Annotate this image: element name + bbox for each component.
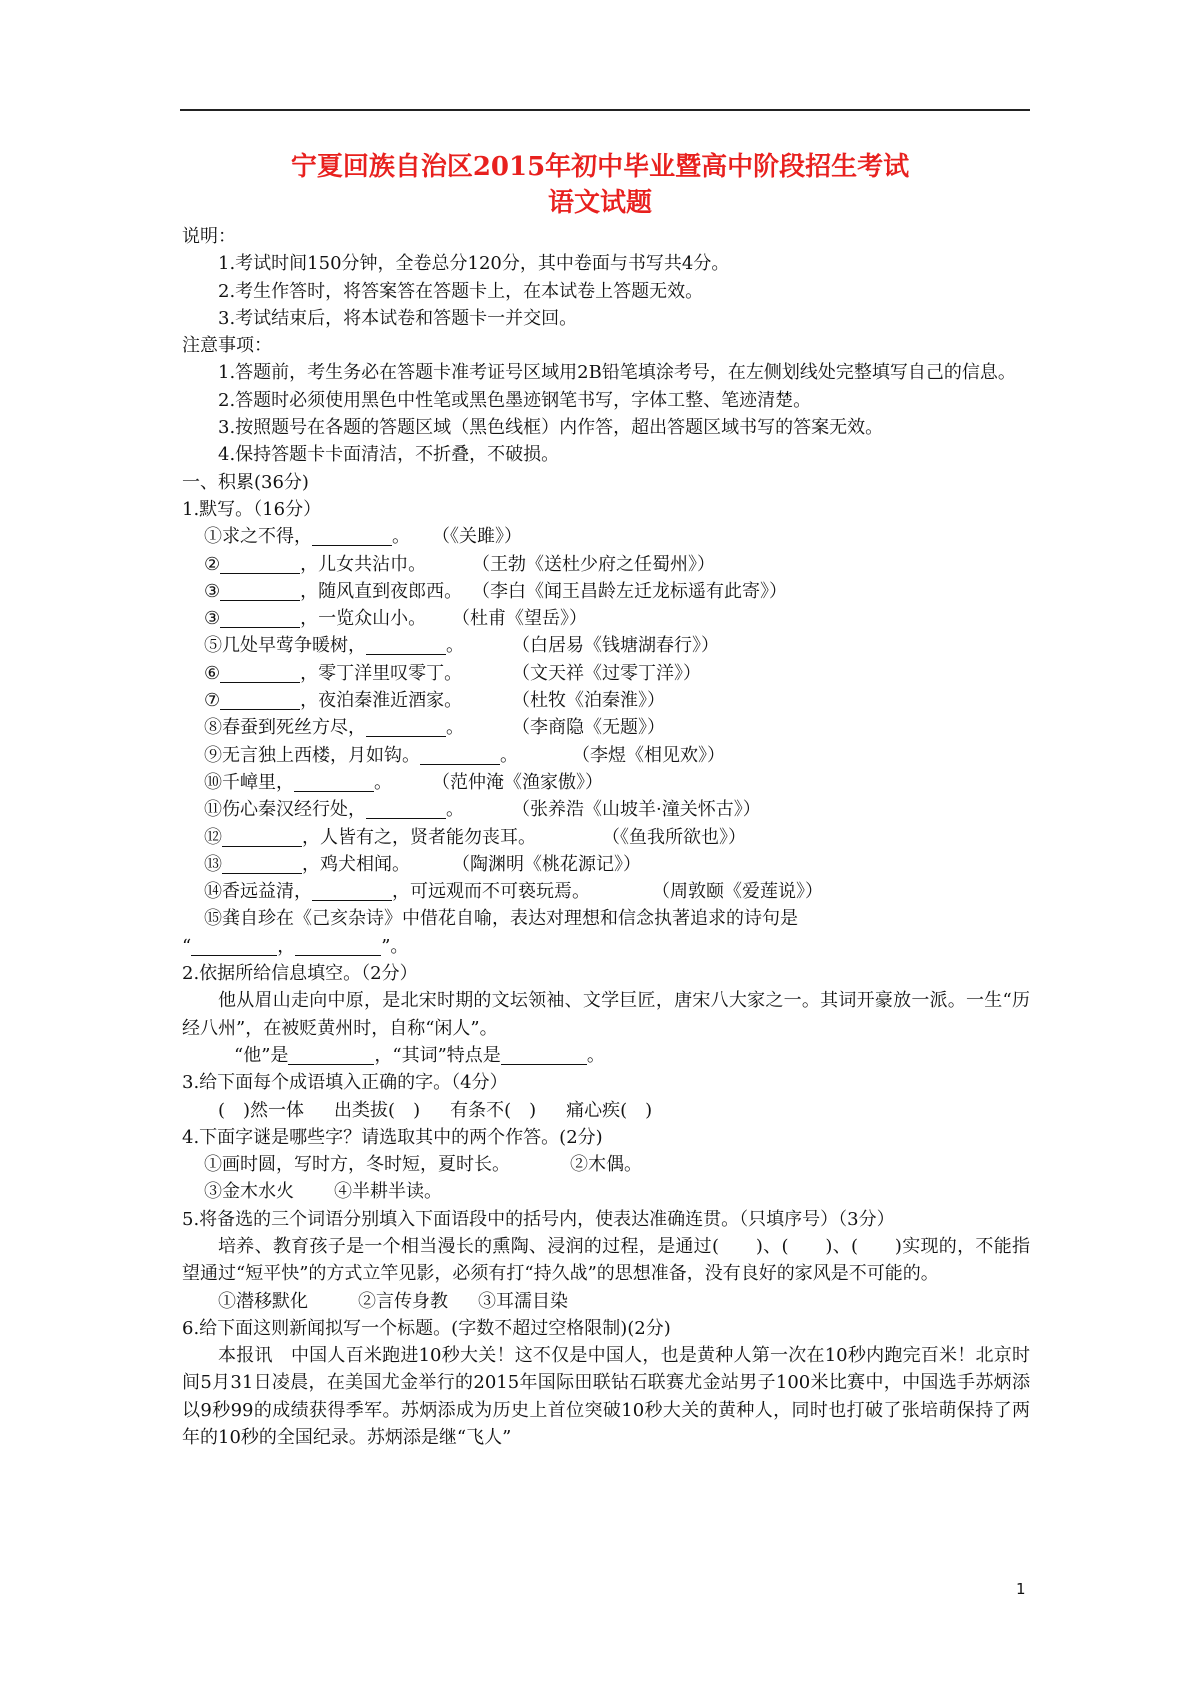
riddle-line	[182, 1151, 1030, 1178]
question-title: 3.给下面每个成语填入正确的字。（4分）	[182, 1072, 508, 1094]
dictation-text-before: 香远益清，	[222, 881, 312, 903]
question-title: 1.默写。（16分）	[182, 498, 322, 520]
answer-blank[interactable]	[366, 716, 446, 737]
dictation-number: ⑪	[204, 799, 222, 821]
note-item: 1.答题前，考生务必在答题卡准考证号区域用2B铅笔填涂考号，在左侧划线处完整填写自己的信息。	[218, 362, 1016, 384]
riddle-item: ①画时圆，写时方，冬时短，夏时长。	[204, 1154, 510, 1176]
dictation-text-before: 无言独上西楼，月如钩。	[222, 744, 420, 766]
answer-blank[interactable]	[366, 634, 446, 655]
answer-blank[interactable]	[220, 553, 300, 574]
dictation-text-after: 。	[374, 771, 392, 793]
riddle-item: ②木偶。	[570, 1154, 642, 1176]
dictation-number: ⑩	[204, 771, 222, 793]
riddle-item: ③金木水火	[204, 1181, 294, 1203]
idiom-item: 痛心疾( )	[566, 1099, 653, 1121]
idiom-list	[182, 1097, 1030, 1124]
dictation-text-after: ，夜泊秦淮近酒家。	[300, 690, 463, 712]
dictation-number: ⑨	[204, 744, 222, 766]
dictation-text-before: 千嶂里，	[222, 771, 294, 793]
answer-blank[interactable]	[294, 771, 374, 792]
idiom-item: 有条不( )	[450, 1099, 537, 1121]
question-title: 2.依据所给信息填空。（2分）	[182, 963, 418, 985]
dictation-item	[182, 796, 1030, 823]
dictation-text-after: ，可远观而不可亵玩焉。	[392, 881, 590, 903]
dictation-source: （杜甫《望岳》）	[452, 608, 587, 630]
fill-line: “他”是 ，“其词”特点是 。	[234, 1044, 605, 1066]
dictation-source: （陶渊明《桃花源记》）	[452, 853, 641, 875]
dictation-text-after: ，随风直到夜郎西。	[300, 580, 463, 602]
answer-blank[interactable]	[220, 662, 300, 683]
dictation-source: （周敦颐《爱莲说》）	[652, 881, 823, 903]
dictation-source: （《鱼我所欲也》）	[602, 826, 746, 848]
instruction-item: 3.考试结束后，将本试卷和答题卡一并交回。	[218, 307, 578, 329]
question-title: 5.将备选的三个词语分别填入下面语段中的括号内，使表达准确连贯。（只填序号）（3分）	[182, 1208, 895, 1230]
dictation-source: （张养浩《山坡羊·潼关怀古》）	[512, 799, 761, 821]
dictation-number: ⑧	[204, 717, 222, 739]
dictation-source: （白居易《钱塘湖春行》）	[512, 635, 719, 657]
question-title: 4.下面字谜是哪些字？请选取其中的两个作答。(2分)	[182, 1126, 603, 1148]
dictation-item	[182, 578, 1030, 605]
instruction-item: 2.考生作答时，将答案答在答题卡上，在本试卷上答题无效。	[218, 280, 704, 302]
answer-blank[interactable]	[288, 1044, 374, 1065]
dictation-item	[182, 878, 1030, 905]
dictation-number: ⑤	[204, 635, 222, 657]
dictation-text-after: ，人皆有之，贤者能勿丧耳。	[302, 826, 536, 848]
idiom-item: ( )然一体	[218, 1099, 305, 1121]
question-title: 6.给下面这则新闻拟写一个标题。(字数不超过空格限制)(2分)	[182, 1317, 671, 1339]
option-list	[182, 1288, 1030, 1315]
dictation-number: ②	[204, 553, 221, 575]
answer-blank[interactable]	[220, 689, 300, 710]
dictation-number: ⑮	[204, 908, 222, 930]
dictation-number: ⑭	[204, 881, 222, 903]
answer-blank[interactable]	[220, 607, 300, 628]
answer-blank[interactable]	[222, 853, 302, 874]
dictation-number: ③	[204, 608, 221, 630]
dictation-source: （李商隐《无题》）	[512, 717, 665, 739]
dictation-text-after: 。	[500, 744, 518, 766]
answer-blank[interactable]	[420, 744, 500, 765]
dictation-source: （李煜《相见欢》）	[572, 744, 725, 766]
dictation-number: ⑬	[204, 853, 222, 875]
dictation-text-after: 。	[446, 799, 464, 821]
answer-blank[interactable]	[501, 1044, 587, 1065]
instructions-heading: 说明：	[182, 226, 236, 247]
answer-blank[interactable]	[220, 580, 300, 601]
dictation-number: ⑦	[204, 690, 221, 712]
dictation-item	[182, 523, 1030, 550]
option-item: ③耳濡目染	[478, 1290, 568, 1312]
exam-body	[182, 223, 1030, 1451]
page-number: 1	[1016, 1580, 1026, 1598]
dictation-item	[182, 824, 1030, 851]
note-item: 4.保持答题卡卡面清洁，不折叠，不破损。	[218, 444, 560, 466]
header-rule	[180, 109, 1030, 111]
dictation-text-before: 春蚕到死丝方尽，	[222, 717, 366, 739]
dictation-source: （杜牧《泊秦淮》）	[512, 690, 665, 712]
dictation-text-after: 。	[392, 526, 410, 548]
dictation-text-after: 。	[446, 635, 464, 657]
dictation-list	[182, 523, 1030, 905]
question-passage: 他从眉山走向中原，是北宋时期的文坛领袖、文学巨匠，唐宋八大家之一。其词开豪放一派。一生“历经八州”，在被贬黄州时，自称“闲人”。	[182, 990, 1030, 1039]
idiom-item: 出类拔( )	[334, 1099, 421, 1121]
dictation-text-after: ，一览众山小。	[300, 608, 427, 630]
answer-blank[interactable]	[191, 935, 277, 956]
dictation-text-after: ，儿女共沾巾。	[300, 553, 427, 575]
dictation-item	[182, 851, 1030, 878]
instruction-item: 1.考试时间150分钟，全卷总分120分，其中卷面与书写共4分。	[218, 253, 730, 275]
dictation-item	[182, 605, 1030, 632]
dictation-source: （文天祥《过零丁洋》）	[512, 662, 701, 684]
answer-blank[interactable]	[222, 826, 302, 847]
dictation-text-before: 几处早莺争暖树，	[222, 635, 366, 657]
dictation-item	[182, 687, 1030, 714]
note-item: 2.答题时必须使用黑色中性笔或黑色墨迹钢笔书写，字体工整、笔迹清楚。	[218, 389, 812, 411]
dictation-text-after: 。	[446, 717, 464, 739]
exam-title: 宁夏回族自治区2015年初中毕业暨高中阶段招生考试	[290, 152, 910, 182]
dictation-source: （范仲淹《渔家傲》）	[432, 771, 603, 793]
answer-blank[interactable]	[312, 880, 392, 901]
dictation-number: ⑥	[204, 662, 221, 684]
dictation-text-before: 求之不得，	[222, 526, 312, 548]
dictation-answer-line: “ ， ”。	[182, 935, 409, 957]
dictation-prompt: 龚自珍在《己亥杂诗》中借花自喻，表达对理想和信念执著追求的诗句是	[222, 908, 798, 930]
dictation-number: ③	[204, 580, 221, 602]
dictation-text-after: ，鸡犬相闻。	[302, 853, 410, 875]
dictation-source: （《关雎》）	[432, 526, 522, 548]
riddle-line	[182, 1178, 1030, 1205]
exam-subtitle: 语文试题	[547, 188, 652, 218]
answer-blank[interactable]	[366, 798, 446, 819]
dictation-item	[182, 660, 1030, 687]
section-heading: 一、积累(36分)	[182, 471, 309, 493]
answer-blank[interactable]	[312, 525, 392, 546]
option-item: ②言传身教	[358, 1290, 448, 1312]
dictation-number: ⑫	[204, 826, 222, 848]
dictation-number: ①	[204, 526, 222, 548]
dictation-text-before: 伤心秦汉经行处，	[222, 799, 366, 821]
notes-heading: 注意事项：	[182, 335, 272, 357]
dictation-item-last	[182, 905, 1030, 932]
dictation-source: （李白《闻王昌龄左迁龙标遥有此寄》）	[472, 580, 787, 602]
question-passage: 培养、教育孩子是一个相当漫长的熏陶、浸润的过程，是通过( )、( )、( )实现的，不能指望通过“短平快”的方式立竿见影，必须有打“持久战”的思想准备，没有良好的家风是不可能的。	[182, 1235, 1030, 1285]
news-passage: 本报讯 中国人百米跑进10秒大关！这不仅是中国人，也是黄种人第一次在10秒内跑完百米！北京时间5月31日凌晨，在美国尤金举行的2015年国际田联钻石联赛尤金站男子100米比赛中，中国选手苏炳添以9秒99的成绩获得季军。苏炳添成为历史上首位突破10秒大关的黄种人，同时也打破了张培萌保持了两年的10秒的全国纪录。苏炳添是继“飞人”	[182, 1345, 1030, 1449]
dictation-text-after: ，零丁洋里叹零丁。	[300, 662, 463, 684]
note-item: 3.按照题号在各题的答题区域（黑色线框）内作答，超出答题区域书写的答案无效。	[218, 417, 884, 439]
answer-blank[interactable]	[295, 935, 381, 956]
dictation-item	[182, 742, 1030, 769]
riddle-item: ④半耕半读。	[334, 1181, 442, 1203]
option-item: ①潜移默化	[218, 1290, 308, 1312]
dictation-source: （王勃《送杜少府之任蜀州》）	[472, 553, 715, 575]
dictation-item	[182, 551, 1030, 578]
dictation-item	[182, 769, 1030, 796]
dictation-item	[182, 714, 1030, 741]
dictation-item	[182, 632, 1030, 659]
